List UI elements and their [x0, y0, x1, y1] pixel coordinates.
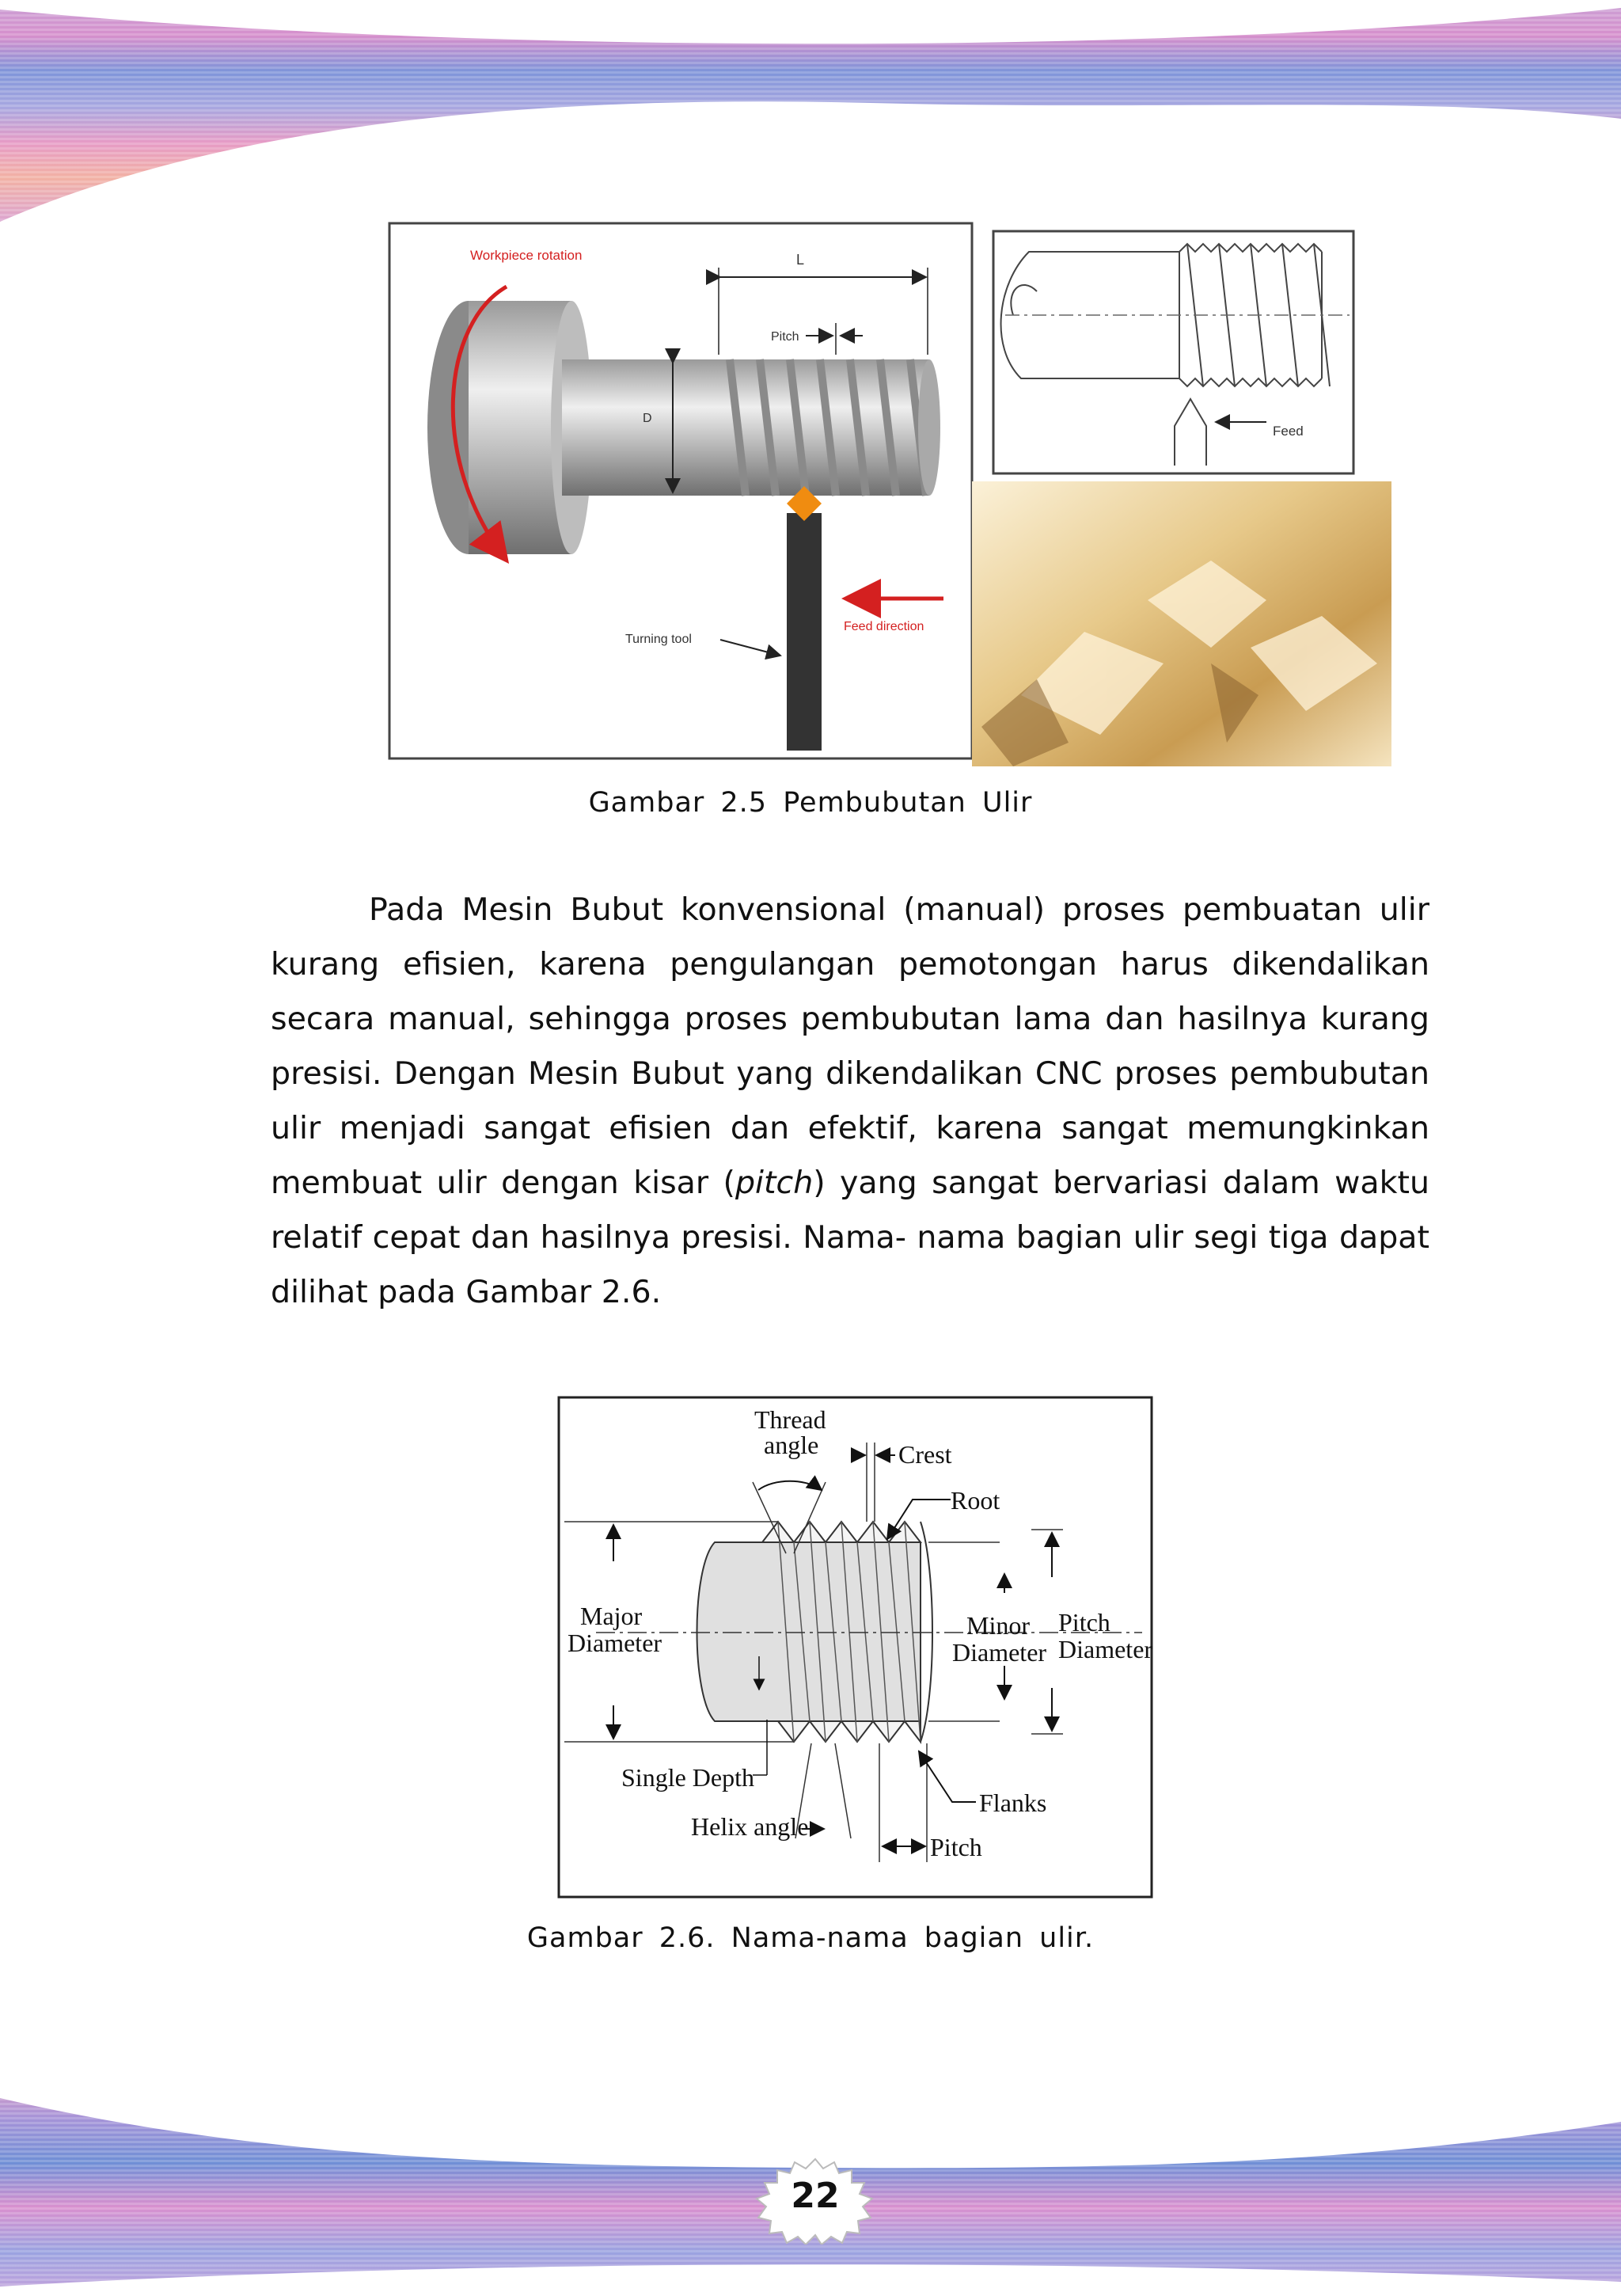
page-number: 22	[791, 2176, 840, 2216]
figure-thread-nomenclature	[556, 1395, 1155, 1902]
pitch-label: Pitch	[771, 330, 799, 344]
root-label: Root	[951, 1486, 1000, 1515]
pitch-label-fig2: Pitch	[930, 1833, 982, 1861]
feed-direction-label: Feed direction	[844, 620, 924, 633]
major-diameter-label: Major	[580, 1602, 643, 1630]
figure-thread-turning	[388, 220, 1393, 774]
paragraph-text-2: ) yang sangat bervariasi dalam waktu relatif cepat dan hasilnya presisi. Nama- nama bagian ulir segi tiga dapat dilihat pada Gambar 2.6.	[271, 1165, 1429, 1310]
turning-tool-label: Turning tool	[625, 633, 692, 646]
figure-caption-2-6: Gambar 2.6. Nama-nama bagian ulir.	[526, 1922, 1095, 1954]
crest-label: Crest	[898, 1440, 952, 1469]
thread-workpiece	[714, 359, 940, 496]
thread-bolt	[697, 1522, 933, 1742]
pitch-diameter-label: Pitch	[1058, 1608, 1110, 1636]
thread-angle-label-line2: angle	[764, 1431, 819, 1459]
top-decorative-band	[0, 0, 1621, 238]
flanks-label: Flanks	[979, 1789, 1047, 1817]
minor-diameter-label-line2: Diameter	[952, 1638, 1047, 1667]
length-label: L	[796, 252, 805, 268]
diameter-label: D	[643, 412, 652, 425]
body-paragraph	[271, 883, 1429, 1320]
feed-label: Feed	[1273, 424, 1304, 439]
helix-angle-label: Helix angle	[691, 1812, 809, 1841]
pitch-diameter-label-line2: Diameter	[1058, 1635, 1153, 1663]
thread-angle-label: Thread	[754, 1405, 826, 1434]
turning-tool	[787, 486, 822, 751]
paragraph-text-1: Pada Mesin Bubut konvensional (manual) proses pembuatan ulir kurang efisien, karena pengulangan pemotongan harus dikendalikan secara manual, sehingga proses pembubutan lama dan hasilnya kurang presisi. Dengan Mesin Bubut yang dikendalikan CNC proses pembubutan ulir menjadi sangat efisien dan efektif, karena sangat memungkinkan membuat ulir dengan kisar (	[271, 891, 1429, 1201]
major-diameter-label-line2: Diameter	[568, 1629, 662, 1657]
minor-diameter-label: Minor	[966, 1611, 1030, 1640]
workpiece-rotation-label: Workpiece rotation	[470, 248, 583, 263]
figure-caption-2-5: Gambar 2.5 Pembubutan Ulir	[588, 787, 1033, 819]
pitch-term: pitch	[735, 1165, 814, 1201]
single-depth-label: Single Depth	[621, 1763, 754, 1792]
